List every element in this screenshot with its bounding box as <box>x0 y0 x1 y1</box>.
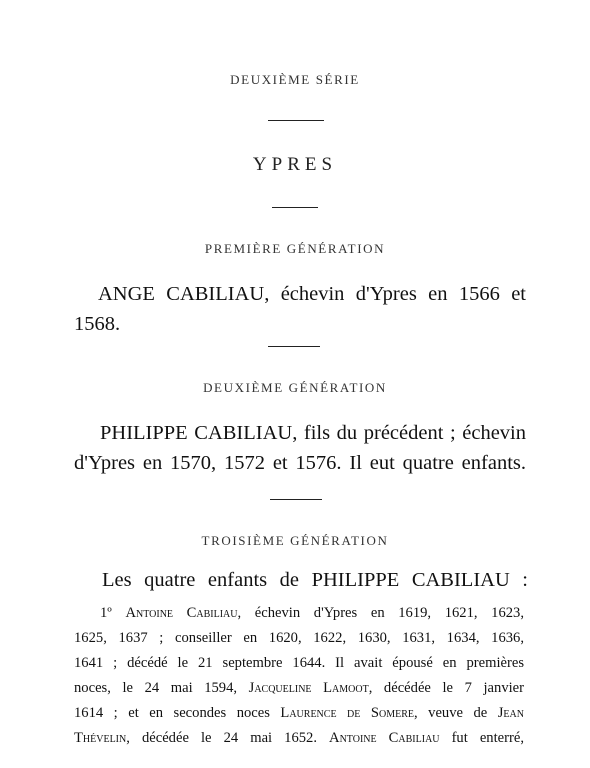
entry-line <box>74 680 524 697</box>
entry-line <box>100 605 524 622</box>
generation-text: 1568. <box>74 313 121 335</box>
divider-rule <box>270 499 322 500</box>
entry-text: 1614 ; et en secondes noces <box>74 705 281 721</box>
person-name: Antoine Cabiliau <box>125 605 238 621</box>
city-title: YPRES <box>252 154 338 175</box>
entry-text: noces, le 24 mai 1594, <box>74 680 249 696</box>
divider-rule <box>268 346 320 347</box>
generation-heading: PREMIÈRE GÉNÉRATION <box>204 241 386 256</box>
divider-rule <box>268 120 324 121</box>
entry-text: 1º <box>100 605 126 621</box>
entry-line: 1625, 1637 ; conseiller en 1620, 1622, 1630, 1631, 1634, 1636, <box>74 630 524 646</box>
entry-text: , décédée le 24 mai 1652. <box>126 730 330 746</box>
person-name: Thévelin <box>74 730 127 746</box>
generation-text: Les quatre enfants de PHILIPPE CABILIAU : <box>102 569 528 591</box>
divider-rule <box>272 207 318 208</box>
entry-line: 1641 ; décédé le 21 septembre 1644. Il avait épousé en premières <box>74 655 524 671</box>
generation-text: d'Ypres en 1570, 1572 et 1576. Il eut quatre enfants. <box>74 452 526 474</box>
person-name: Antoine Cabiliau <box>329 730 440 746</box>
entry-text: , veuve de <box>414 705 498 721</box>
generation-text: PHILIPPE CABILIAU, fils du précédent ; échevin <box>100 422 526 444</box>
generation-text: ANGE CABILIAU, échevin d'Ypres en 1566 et <box>98 283 526 305</box>
entry-text: , décédée le 7 janvier <box>368 680 525 696</box>
entry-line <box>74 705 524 722</box>
entry-text: fut enterré, <box>439 730 524 746</box>
entry-text: , échevin d'Ypres en 1619, 1621, 1623, <box>237 605 524 621</box>
series-heading: DEUXIÈME SÉRIE <box>230 72 360 87</box>
generation-heading: TROISIÈME GÉNÉRATION <box>201 533 389 548</box>
entry-line <box>74 730 524 747</box>
generation-heading: DEUXIÈME GÉNÉRATION <box>203 380 387 395</box>
person-name: Laurence de Somere <box>280 705 414 721</box>
person-name: Jean <box>497 705 524 721</box>
person-name: Jacqueline Lamoot <box>248 680 369 696</box>
